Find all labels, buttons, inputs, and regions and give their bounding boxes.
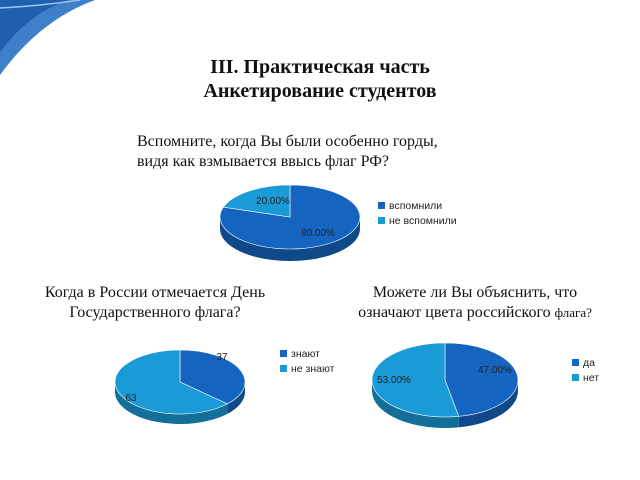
question-1-line-1: Вспомните, когда Вы были особенно горды, bbox=[137, 133, 438, 150]
pie-know-date bbox=[115, 348, 335, 424]
data-label-2: 20.00% bbox=[256, 196, 290, 207]
pie-explain-colors bbox=[372, 343, 599, 428]
legend-label-1: да bbox=[583, 357, 595, 369]
data-label-1: 47.00% bbox=[478, 365, 512, 376]
title-line-2: Анкетирование студентов bbox=[203, 80, 437, 102]
data-label-2: 63 bbox=[125, 393, 137, 404]
legend-swatch-2 bbox=[378, 217, 385, 224]
question-3-line-2-small: флага? bbox=[554, 305, 592, 320]
question-1-line-2: видя как взмывается ввысь флаг РФ? bbox=[137, 153, 389, 170]
legend-swatch-1 bbox=[280, 350, 287, 357]
legend-swatch-2 bbox=[280, 365, 287, 372]
legend-label-1: вспомнили bbox=[389, 200, 443, 212]
legend-swatch-1 bbox=[378, 202, 385, 209]
legend-label-2: нет bbox=[583, 372, 600, 384]
legend-swatch-1 bbox=[572, 359, 579, 366]
pie-remember bbox=[220, 185, 457, 261]
legend-swatch-2 bbox=[572, 374, 579, 381]
data-label-1: 80.00% bbox=[301, 228, 335, 239]
data-label-2: 53.00% bbox=[377, 375, 411, 386]
legend-label-2: не вспомнили bbox=[389, 215, 457, 227]
question-2-line-1: Когда в России отмечается День bbox=[44, 284, 266, 301]
legend-label-1: знают bbox=[291, 348, 320, 360]
question-3-line-1: Можете ли Вы объяснить, что bbox=[372, 284, 578, 301]
question-3-line-2-main: означают цвета российского bbox=[358, 304, 555, 321]
legend-label-2: не знают bbox=[291, 363, 335, 375]
question-2-line-2: Государственного флага? bbox=[69, 304, 241, 321]
title-line-1: III. Практическая часть bbox=[210, 56, 430, 78]
data-label-1: 37 bbox=[216, 352, 228, 363]
